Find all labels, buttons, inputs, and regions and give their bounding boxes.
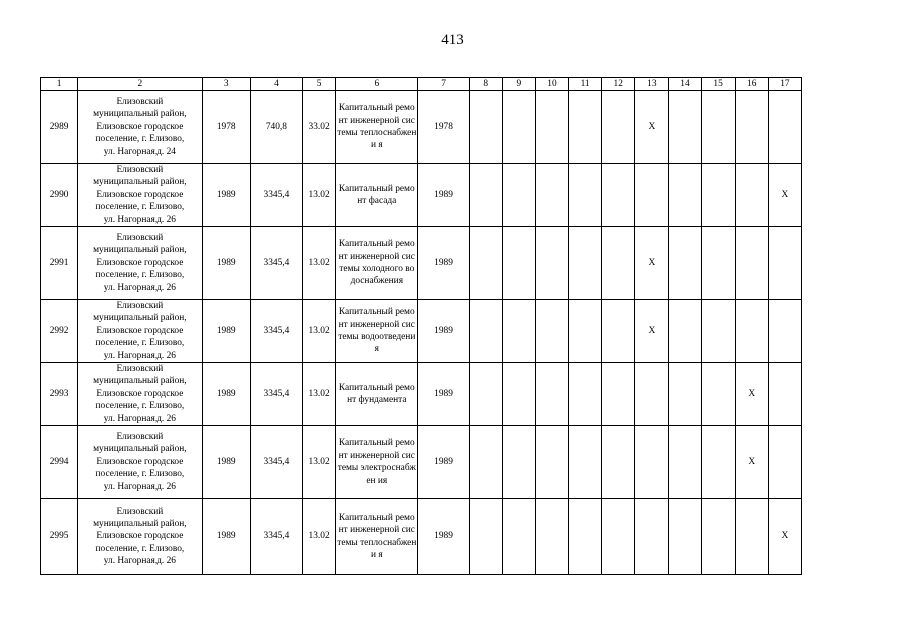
empty-cell: [602, 164, 635, 227]
work-type-cell: Капитальный ремонт инженерной системы холодного водоснабжения: [336, 227, 418, 300]
empty-cell: [502, 91, 535, 164]
work-type-cell: Капитальный ремонт инженерной системы электроснабжен ия: [336, 426, 418, 499]
empty-cell: [502, 363, 535, 426]
empty-cell: [669, 499, 701, 575]
column-header: 12: [602, 78, 635, 91]
column-header: 13: [635, 78, 669, 91]
year-built-cell: 1989: [202, 363, 250, 426]
empty-cell: [469, 227, 502, 300]
column-header: 10: [535, 78, 568, 91]
empty-cell: [602, 499, 635, 575]
address-cell: Елизовский муниципальный район, Елизовское городское поселение, г. Елизово, ул. Нагорная,д. 26: [78, 499, 202, 575]
year-built-cell: 1989: [202, 164, 250, 227]
empty-cell: [768, 426, 801, 499]
empty-cell: [635, 426, 669, 499]
address-cell: Елизовский муниципальный район, Елизовское городское поселение, г. Елизово, ул. Нагорная,д. 26: [78, 227, 202, 300]
empty-cell: [569, 426, 602, 499]
area-cell: 740,8: [250, 91, 302, 164]
code-cell: 13.02: [303, 300, 336, 363]
empty-cell: [635, 164, 669, 227]
row-id: 2990: [41, 164, 78, 227]
register-table: [40, 77, 802, 575]
work-type-cell: Капитальный ремонт фасада: [336, 164, 418, 227]
code-cell: 13.02: [303, 499, 336, 575]
empty-cell: [669, 300, 701, 363]
year-built-cell: 1989: [202, 227, 250, 300]
empty-cell: [602, 300, 635, 363]
empty-cell: [701, 300, 735, 363]
code-cell: 13.02: [303, 363, 336, 426]
row-id: 2994: [41, 426, 78, 499]
address-cell: Елизовский муниципальный район, Елизовское городское поселение, г. Елизово, ул. Нагорная,д. 26: [78, 300, 202, 363]
column-header: 6: [336, 78, 418, 91]
mark-cell: Х: [768, 164, 801, 227]
empty-cell: [469, 426, 502, 499]
column-header: 1: [41, 78, 78, 91]
mark-cell: Х: [635, 300, 669, 363]
empty-cell: [701, 426, 735, 499]
column-header: 9: [502, 78, 535, 91]
code-cell: 13.02: [303, 426, 336, 499]
empty-cell: [569, 363, 602, 426]
code-cell: 33.02: [303, 91, 336, 164]
column-header: 14: [669, 78, 701, 91]
mark-cell: Х: [735, 363, 768, 426]
empty-cell: [535, 227, 568, 300]
row-id: 2991: [41, 227, 78, 300]
empty-cell: [701, 164, 735, 227]
code-cell: 13.02: [303, 164, 336, 227]
mark-cell: Х: [635, 91, 669, 164]
page-number: 413: [441, 32, 464, 48]
empty-cell: [635, 499, 669, 575]
year-built-cell: 1978: [202, 91, 250, 164]
work-type-cell: Капитальный ремонт инженерной системы водоотведения: [336, 300, 418, 363]
empty-cell: [469, 300, 502, 363]
table-row: [41, 300, 802, 363]
empty-cell: [535, 91, 568, 164]
area-cell: 3345,4: [250, 300, 302, 363]
year-cell: 1989: [418, 499, 469, 575]
row-id: 2995: [41, 499, 78, 575]
empty-cell: [669, 426, 701, 499]
empty-cell: [502, 164, 535, 227]
empty-cell: [735, 499, 768, 575]
area-cell: 3345,4: [250, 164, 302, 227]
work-type-cell: Капитальный ремонт инженерной системы теплоснабжени я: [336, 91, 418, 164]
address-cell: Елизовский муниципальный район, Елизовское городское поселение, г. Елизово, ул. Нагорная,д. 26: [78, 426, 202, 499]
empty-cell: [735, 300, 768, 363]
row-id: 2993: [41, 363, 78, 426]
column-header: 17: [768, 78, 801, 91]
column-header: 2: [78, 78, 202, 91]
empty-cell: [701, 363, 735, 426]
empty-cell: [469, 499, 502, 575]
work-type-cell: Капитальный ремонт инженерной системы теплоснабжени я: [336, 499, 418, 575]
area-cell: 3345,4: [250, 499, 302, 575]
empty-cell: [469, 164, 502, 227]
empty-cell: [535, 164, 568, 227]
empty-cell: [569, 227, 602, 300]
column-header: 3: [202, 78, 250, 91]
work-type-cell: Капитальный ремонт фундамента: [336, 363, 418, 426]
row-id: 2989: [41, 91, 78, 164]
empty-cell: [669, 164, 701, 227]
empty-cell: [535, 300, 568, 363]
year-cell: 1989: [418, 363, 469, 426]
empty-cell: [469, 91, 502, 164]
empty-cell: [535, 426, 568, 499]
table-row: [41, 499, 802, 575]
column-header: 7: [418, 78, 469, 91]
table-row: [41, 164, 802, 227]
empty-cell: [735, 91, 768, 164]
empty-cell: [768, 363, 801, 426]
empty-cell: [602, 91, 635, 164]
empty-cell: [635, 363, 669, 426]
empty-cell: [535, 499, 568, 575]
empty-cell: [701, 227, 735, 300]
empty-cell: [602, 227, 635, 300]
empty-cell: [768, 227, 801, 300]
table-row: [41, 363, 802, 426]
empty-cell: [569, 499, 602, 575]
empty-cell: [569, 91, 602, 164]
year-built-cell: 1989: [202, 499, 250, 575]
column-header: 16: [735, 78, 768, 91]
year-cell: 1989: [418, 426, 469, 499]
empty-cell: [469, 363, 502, 426]
mark-cell: Х: [768, 499, 801, 575]
mark-cell: Х: [735, 426, 768, 499]
table-row: [41, 426, 802, 499]
year-built-cell: 1989: [202, 426, 250, 499]
year-cell: 1989: [418, 227, 469, 300]
empty-cell: [602, 426, 635, 499]
column-header: 15: [701, 78, 735, 91]
empty-cell: [502, 300, 535, 363]
table-row: [41, 227, 802, 300]
address-cell: Елизовский муниципальный район, Елизовское городское поселение, г. Елизово, ул. Нагорная,д. 26: [78, 363, 202, 426]
empty-cell: [535, 363, 568, 426]
empty-cell: [602, 363, 635, 426]
year-cell: 1989: [418, 164, 469, 227]
address-cell: Елизовский муниципальный район, Елизовское городское поселение, г. Елизово, ул. Нагорная,д. 24: [78, 91, 202, 164]
empty-cell: [569, 300, 602, 363]
row-id: 2992: [41, 300, 78, 363]
empty-cell: [502, 426, 535, 499]
empty-cell: [669, 227, 701, 300]
empty-cell: [768, 91, 801, 164]
empty-cell: [735, 227, 768, 300]
empty-cell: [669, 91, 701, 164]
empty-cell: [669, 363, 701, 426]
area-cell: 3345,4: [250, 363, 302, 426]
year-built-cell: 1989: [202, 300, 250, 363]
area-cell: 3345,4: [250, 426, 302, 499]
column-header: 11: [569, 78, 602, 91]
column-header: 8: [469, 78, 502, 91]
mark-cell: Х: [635, 227, 669, 300]
empty-cell: [701, 91, 735, 164]
empty-cell: [701, 499, 735, 575]
table-header-row: [41, 78, 802, 91]
address-cell: Елизовский муниципальный район, Елизовское городское поселение, г. Елизово, ул. Нагорная,д. 26: [78, 164, 202, 227]
empty-cell: [502, 227, 535, 300]
column-header: 5: [303, 78, 336, 91]
empty-cell: [735, 164, 768, 227]
year-cell: 1978: [418, 91, 469, 164]
table-row: [41, 91, 802, 164]
code-cell: 13.02: [303, 227, 336, 300]
area-cell: 3345,4: [250, 227, 302, 300]
column-header: 4: [250, 78, 302, 91]
year-cell: 1989: [418, 300, 469, 363]
empty-cell: [768, 300, 801, 363]
empty-cell: [569, 164, 602, 227]
empty-cell: [502, 499, 535, 575]
